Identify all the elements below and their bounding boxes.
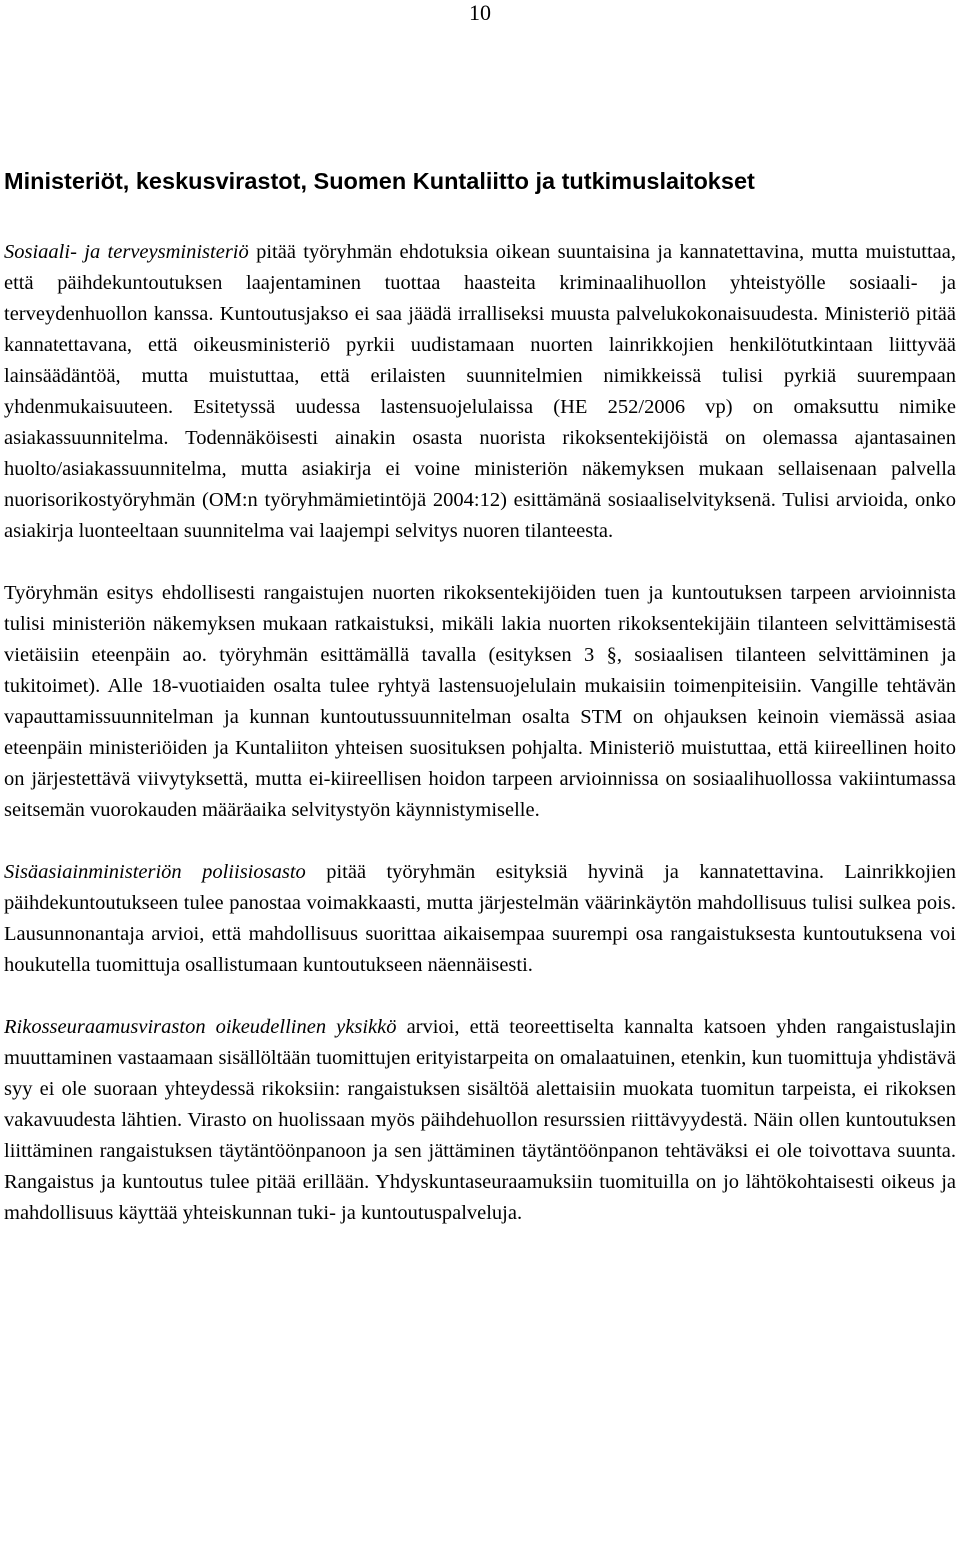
- organization-name: Sisäasiainministeriön poliisiosasto: [4, 861, 306, 883]
- organization-name: Rikosseuraamusviraston oikeudellinen yksikkö: [4, 1016, 397, 1038]
- paragraph-criminal-sanctions-agency: [4, 1012, 956, 1229]
- paragraph-text: Työryhmän esitys ehdollisesti rangaistujen nuorten rikoksentekijöiden tuen ja kuntoutuksen tarpeen arvioinnista tulisi ministeriön näkemyksen mukaan ratkaistuksi, mikäli lakia nuorten rikoksentekijäin tilanteen selvittämisestä vietäisiin eteenpäin ao. työryhmän esittämällä tavalla (esityksen 3 §, sosiaalisen tilanteen selvittäminen ja tukitoimet). Alle 18-vuotiaiden osalta tulee ryhtyä lastensuojelulain mukaisiin toimenpiteisiin. Vangille tehtävän vapauttamissuunnitelman ja kunnan kuntoutussuunnitelman osalta STM on ohjauksen keinoin viemässä asiaa eteenpäin ministeriöiden ja Kuntaliiton yhteisen suosituksen pohjalta. Ministeriö muistuttaa, että kiireellinen hoito on järjestettävä viivytyksettä, mutta ei-kiireellisen hoidon tarpeen arvioinnissa on sosiaalihuollossa vakiintumassa seitsemän vuorokauden määräaika selvitystyön käynnistymiselle.: [4, 582, 956, 821]
- organization-name: Sosiaali- ja terveysministeriö: [4, 241, 249, 263]
- paragraph-stm-continued: [4, 578, 956, 826]
- document-body: [4, 237, 956, 1229]
- paragraph-police-department: [4, 857, 956, 981]
- paragraph-text: pitää työryhmän ehdotuksia oikean suuntaisina ja kannatettavina, mutta muistuttaa, että päihdekuntoutuksen laajentaminen tuottaa haasteita kriminaalihuollon yhteistyölle sosiaali- ja terveydenhuollon kanssa. Kuntoutusjakso ei saa jäädä irralliseksi muusta palvelukokonaisuudesta. Ministeriö pitää kannatettavana, että oikeusministeriö pyrkii uudistamaan nuorten lainrikkojien henkilötutkintaan liittyvää lainsäädäntöä, mutta muistuttaa, että erilaisten suunnitelmien nimikkeissä tulisi pyrkiä suurempaan yhdenmukaisuuteen. Esitetyssä uudessa lastensuojelulaissa (HE 252/2006 vp) on omaksuttu nimike asiakassuunnitelma. Todennäköisesti ainakin osasta nuorista rikoksentekijöistä on olemassa ajantasainen huolto/asiakassuunnitelma, mutta asiakirja ei voine ministeriön näkemyksen mukaan sellaisenaan palvella nuorisorikostyöryhmän (OM:n työryhmämietintöjä 2004:12) esittämänä sosiaaliselvityksenä. Tulisi arvioida, onko asiakirja luonteeltaan suunnitelma vai laajempi selvitys nuoren tilanteesta.: [4, 241, 956, 542]
- section-heading: Ministeriöt, keskusvirastot, Suomen Kuntaliitto ja tutkimuslaitokset: [4, 168, 755, 194]
- paragraph-text: pitää työryhmän esityksiä hyvinä ja kannatettavina. Lainrikkojien päihdekuntoutukseen tulee panostaa voimakkaasti, mutta järjestelmän väärinkäytön mahdollisuus tulisi sulkea pois. Lausunnonantaja arvioi, että mahdollisuus suorittaa aikaisempaa suurempi osa rangaistuksesta kuntoutuksena voi houkutella tuomittuja osallistumaan kuntoutukseen näennäisesti.: [4, 861, 956, 976]
- paragraph-stm: [4, 237, 956, 547]
- paragraph-text: arvioi, että teoreettiselta kannalta katsoen yhden rangaistuslajin muuttaminen vastaamaan sisällöltään tuomittujen erityistarpeita on omalaatuinen, etenkin, kun tuomittuja yhdistävä syy ei ole suoraan yhteydessä rikoksiin: rangaistuksen sisältöä alettaisiin muokata tuomitun tarpeista, ei rikoksen vakavuudesta lähtien. Virasto on huolissaan myös päihdehuollon resurssien riittävyydestä. Näin ollen kuntoutuksen liittäminen rangaistuksen täytäntöönpanoon ja sen jättäminen täytäntöönpanon tehtäväksi ei ole toivottava suunta. Rangaistus ja kuntoutus tulee pitää erillään. Yhdyskuntaseuraamuksiin tuomituilla on jo lähtökohtaisesti oikeus ja mahdollisuus käyttää yhteiskunnan tuki- ja kuntoutuspalveluja.: [4, 1016, 956, 1224]
- page-number: 10: [469, 0, 491, 25]
